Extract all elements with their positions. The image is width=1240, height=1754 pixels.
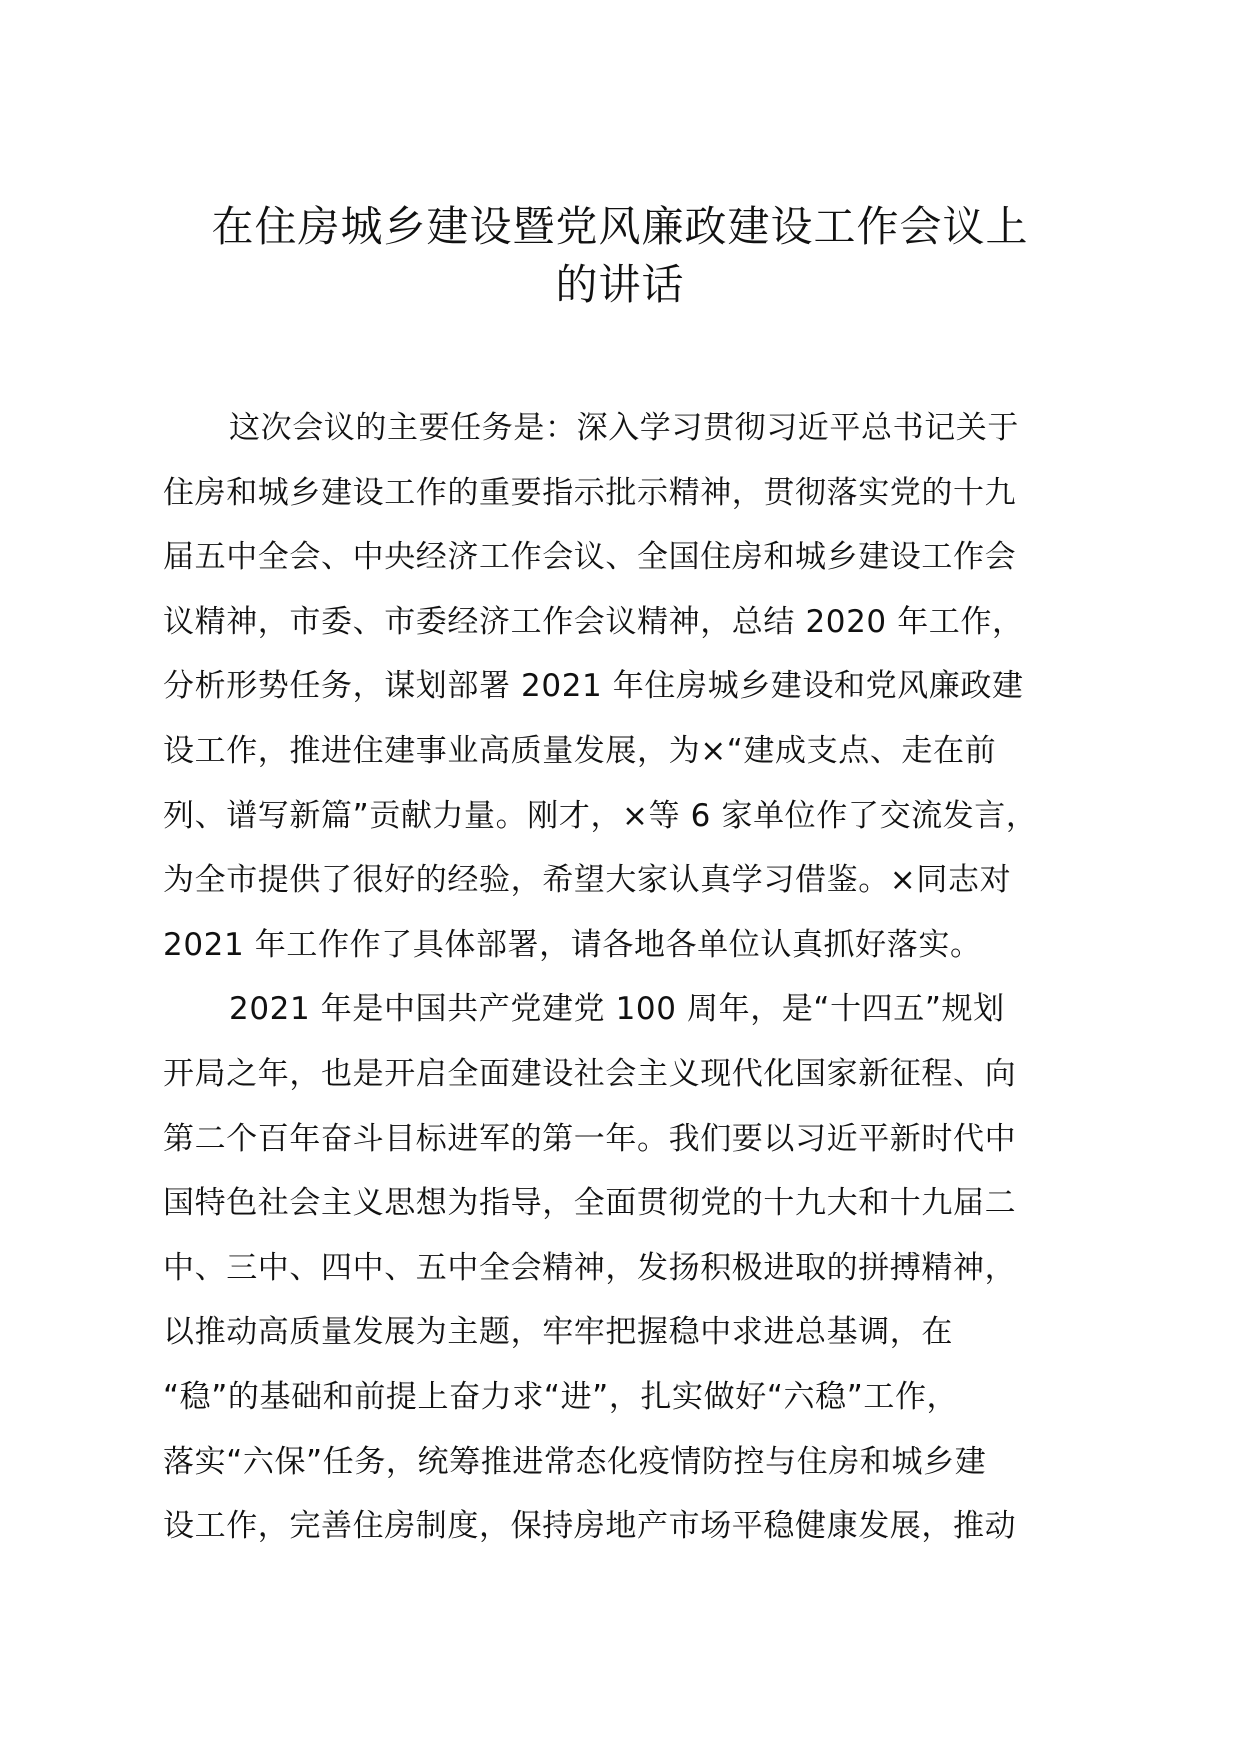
text-line: 住房和城乡建设工作的重要指示批示精神，贯彻落实党的十九 bbox=[163, 474, 1017, 511]
text-line: 落实“六保”任务，统筹推进常态化疫情防控与住房和城乡建 bbox=[163, 1443, 987, 1480]
text-line: 国特色社会主义思想为指导，全面贯彻党的十九大和十九届二 bbox=[163, 1185, 1017, 1222]
text-line: 议精神，市委、市委经济工作会议精神，总结 2020 年工作， bbox=[163, 603, 1024, 640]
text-line: 这次会议的主要任务是：深入学习贯彻习近平总书记关于 bbox=[229, 410, 1019, 446]
document-body bbox=[163, 396, 1098, 1559]
text-line: 中、三中、四中、五中全会精神，发扬积极进取的拼搏精神， bbox=[163, 1249, 1017, 1286]
text-line: 届五中全会、中央经济工作会议、全国住房和城乡建设工作会 bbox=[163, 539, 1017, 576]
paragraph-1 bbox=[163, 396, 1098, 977]
text-line: 2021 年是中国共产党建党 100 周年，是“十四五”规划 bbox=[229, 991, 1005, 1028]
paragraph-2 bbox=[163, 977, 1098, 1558]
text-line: 设工作，推进住建事业高质量发展，为×“建成支点、走在前 bbox=[163, 732, 997, 769]
text-line: 以推动高质量发展为主题，牢牢把握稳中求进总基调，在 bbox=[163, 1314, 953, 1351]
title-line: 在住房城乡建设暨党风廉政建设工作会议上 bbox=[211, 202, 1029, 251]
text-line: 为全市提供了很好的经验，希望大家认真学习借鉴。×同志对 bbox=[163, 862, 1012, 899]
text-line: “稳”的基础和前提上奋力求“进”，扎实做好“六稳”工作， bbox=[163, 1378, 959, 1415]
text-line: 列、谱写新篇”贡献力量。刚才，×等 6 家单位作了交流发言， bbox=[163, 797, 1038, 834]
text-line: 第二个百年奋斗目标进军的第一年。我们要以习近平新时代中 bbox=[163, 1120, 1017, 1157]
text-line: 设工作，完善住房制度，保持房地产市场平稳健康发展，推动 bbox=[163, 1508, 1017, 1545]
text-line: 分析形势任务，谋划部署 2021 年住房城乡建设和党风廉政建 bbox=[163, 668, 1024, 705]
document-title bbox=[160, 198, 1080, 314]
text-line: 开局之年，也是开启全面建设社会主义现代化国家新征程、向 bbox=[163, 1055, 1017, 1092]
text-line: 2021 年工作作了具体部署，请各地各单位认真抓好落实。 bbox=[163, 926, 982, 963]
title-line: 的讲话 bbox=[555, 260, 685, 309]
